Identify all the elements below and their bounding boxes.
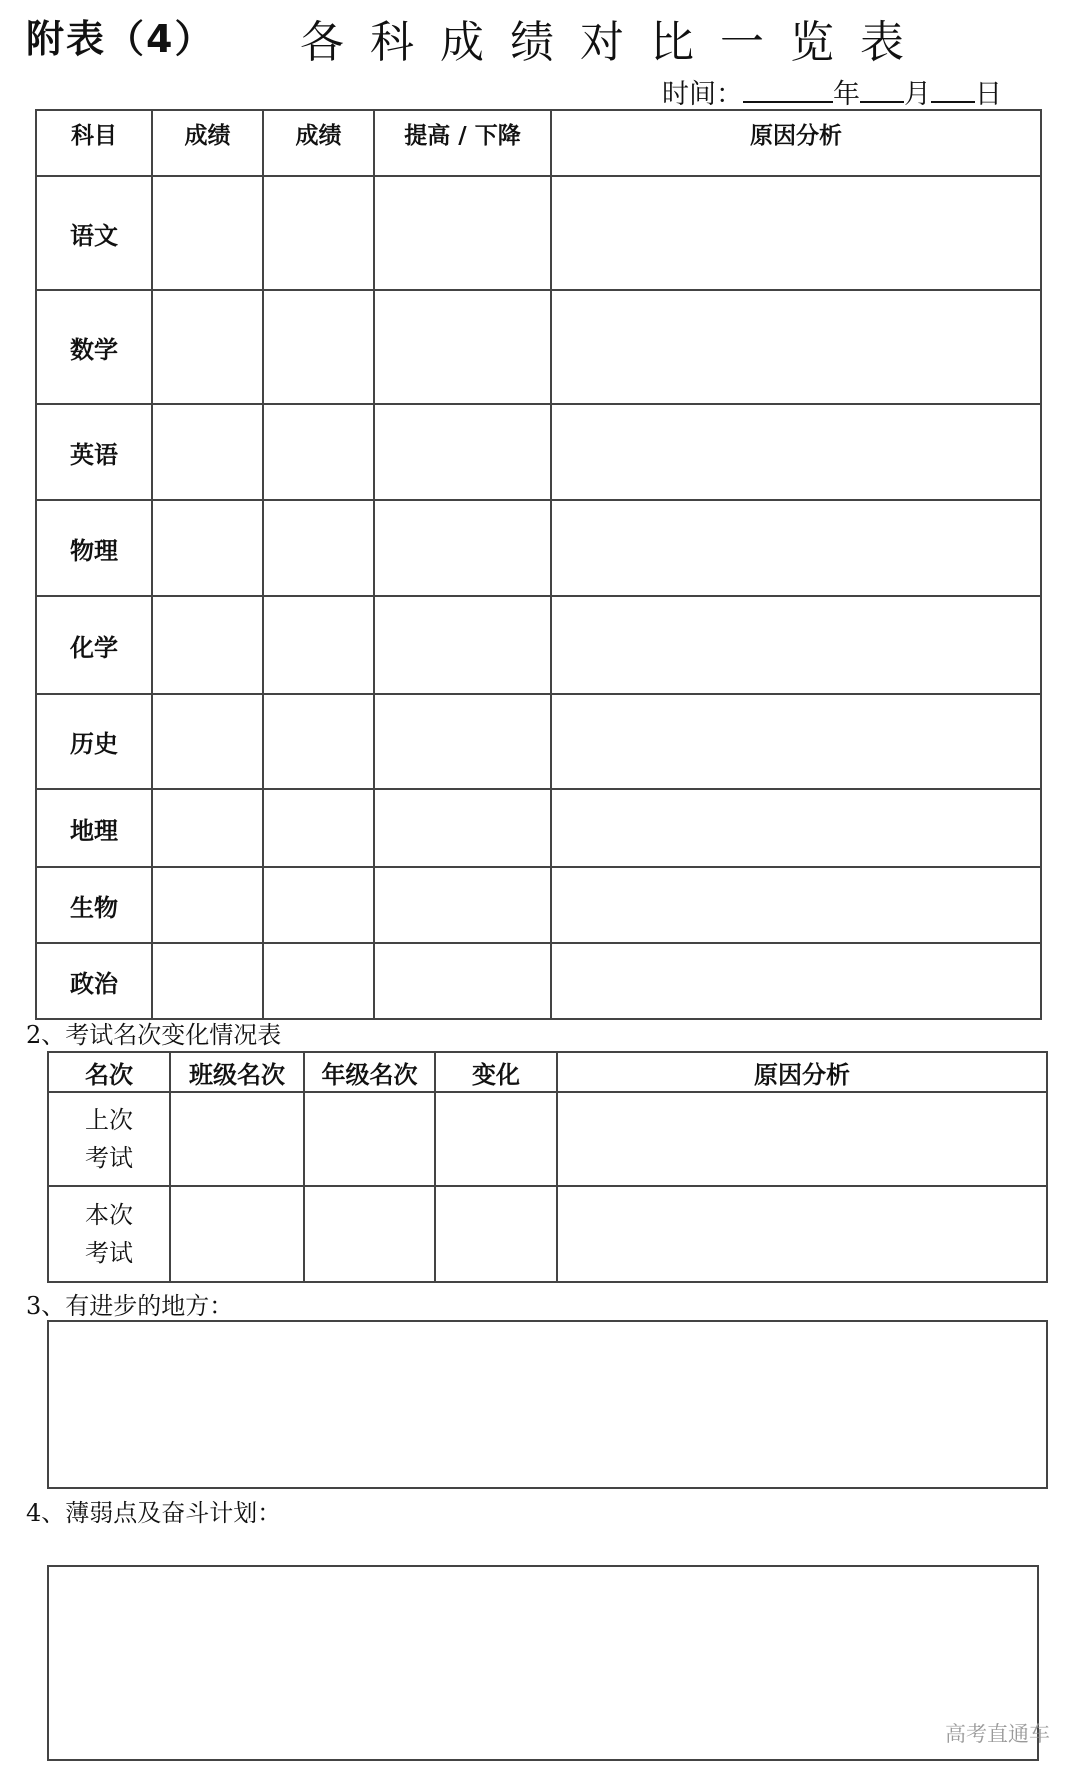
change-cell[interactable]	[374, 867, 551, 943]
grade-rank-cell[interactable]	[304, 1092, 435, 1186]
reason-cell[interactable]	[551, 404, 1041, 500]
reason-cell[interactable]	[551, 694, 1041, 789]
change-cell[interactable]	[374, 404, 551, 500]
rank-header-row	[48, 1052, 1047, 1092]
score-cell[interactable]	[263, 867, 374, 943]
exam-label-line1: 本次	[85, 1201, 133, 1229]
change-cell[interactable]	[374, 176, 551, 290]
score-cell[interactable]	[263, 500, 374, 596]
score-cell[interactable]	[152, 500, 263, 596]
page-title: 各科成绩对比一览表	[300, 17, 930, 68]
table-row	[36, 500, 1041, 596]
exam-label-line2: 考试	[85, 1144, 133, 1172]
watermark: 高考直通车	[945, 1722, 1050, 1746]
subject-cell: 生物	[36, 867, 152, 943]
weakness-section-title: 4、薄弱点及奋斗计划：	[26, 1499, 282, 1527]
rank-change-cell[interactable]	[435, 1092, 557, 1186]
subject-cell: 物理	[36, 500, 152, 596]
rank-reason-cell[interactable]	[557, 1092, 1047, 1186]
reason-cell[interactable]	[551, 596, 1041, 694]
header-grade-rank: 年级名次	[304, 1052, 435, 1092]
score-cell[interactable]	[263, 596, 374, 694]
header-reason: 原因分析	[551, 110, 1041, 176]
table-row	[36, 596, 1041, 694]
subject-cell: 数学	[36, 290, 152, 404]
reason-cell[interactable]	[551, 943, 1041, 1019]
exam-label-cell	[48, 1186, 170, 1282]
table-row	[36, 176, 1041, 290]
reason-cell[interactable]	[551, 290, 1041, 404]
exam-label-line2: 考试	[85, 1239, 133, 1267]
header-rank-reason: 原因分析	[557, 1052, 1047, 1092]
exam-label-cell	[48, 1092, 170, 1186]
table-row	[36, 943, 1041, 1019]
table-row	[48, 1186, 1047, 1282]
header-score-1: 成绩	[152, 110, 263, 176]
subject-cell: 化学	[36, 596, 152, 694]
header-rank: 名次	[48, 1052, 170, 1092]
table-row	[36, 694, 1041, 789]
reason-cell[interactable]	[551, 500, 1041, 596]
score-cell[interactable]	[152, 176, 263, 290]
score-cell[interactable]	[263, 404, 374, 500]
score-cell[interactable]	[263, 789, 374, 867]
reason-cell[interactable]	[551, 789, 1041, 867]
table-row	[36, 867, 1041, 943]
rank-reason-cell[interactable]	[557, 1186, 1047, 1282]
score-cell[interactable]	[152, 404, 263, 500]
month-label: 月	[904, 79, 931, 110]
year-blank[interactable]	[743, 77, 833, 103]
change-cell[interactable]	[374, 290, 551, 404]
header-subject: 科目	[36, 110, 152, 176]
header-rank-change: 变化	[435, 1052, 557, 1092]
score-cell[interactable]	[152, 290, 263, 404]
table-row	[36, 789, 1041, 867]
change-cell[interactable]	[374, 694, 551, 789]
score-header-row	[36, 110, 1041, 176]
reason-cell[interactable]	[551, 867, 1041, 943]
score-cell[interactable]	[152, 943, 263, 1019]
score-cell[interactable]	[263, 943, 374, 1019]
change-cell[interactable]	[374, 500, 551, 596]
class-rank-cell[interactable]	[170, 1092, 304, 1186]
appendix-label: 附表（4）	[26, 17, 215, 61]
subject-cell: 英语	[36, 404, 152, 500]
month-blank[interactable]	[860, 77, 904, 103]
table-row	[48, 1092, 1047, 1186]
weakness-plan-box[interactable]	[47, 1565, 1039, 1761]
exam-label-line1: 上次	[85, 1106, 133, 1134]
subject-cell: 历史	[36, 694, 152, 789]
score-cell[interactable]	[152, 867, 263, 943]
table-row	[36, 290, 1041, 404]
subject-cell: 语文	[36, 176, 152, 290]
change-cell[interactable]	[374, 789, 551, 867]
table-row	[36, 404, 1041, 500]
score-cell[interactable]	[263, 290, 374, 404]
change-cell[interactable]	[374, 596, 551, 694]
rank-section-title: 2、考试名次变化情况表	[26, 1021, 282, 1049]
year-label: 年	[833, 79, 860, 110]
subject-cell: 地理	[36, 789, 152, 867]
change-cell[interactable]	[374, 943, 551, 1019]
progress-box[interactable]	[47, 1320, 1048, 1489]
reason-cell[interactable]	[551, 176, 1041, 290]
score-cell[interactable]	[152, 596, 263, 694]
day-label: 日	[975, 79, 1002, 110]
progress-section-title: 3、有进步的地方：	[26, 1292, 234, 1320]
rank-change-cell[interactable]	[435, 1186, 557, 1282]
subject-cell: 政治	[36, 943, 152, 1019]
score-comparison-table	[35, 109, 1042, 1020]
grade-rank-cell[interactable]	[304, 1186, 435, 1282]
header-change: 提高 / 下降	[374, 110, 551, 176]
date-line	[662, 72, 1002, 111]
date-label: 时间：	[662, 79, 743, 110]
score-cell[interactable]	[152, 694, 263, 789]
header-score-2: 成绩	[263, 110, 374, 176]
rank-change-table	[47, 1051, 1048, 1283]
score-cell[interactable]	[152, 789, 263, 867]
class-rank-cell[interactable]	[170, 1186, 304, 1282]
score-cell[interactable]	[263, 176, 374, 290]
day-blank[interactable]	[931, 77, 975, 103]
score-cell[interactable]	[263, 694, 374, 789]
header-class-rank: 班级名次	[170, 1052, 304, 1092]
